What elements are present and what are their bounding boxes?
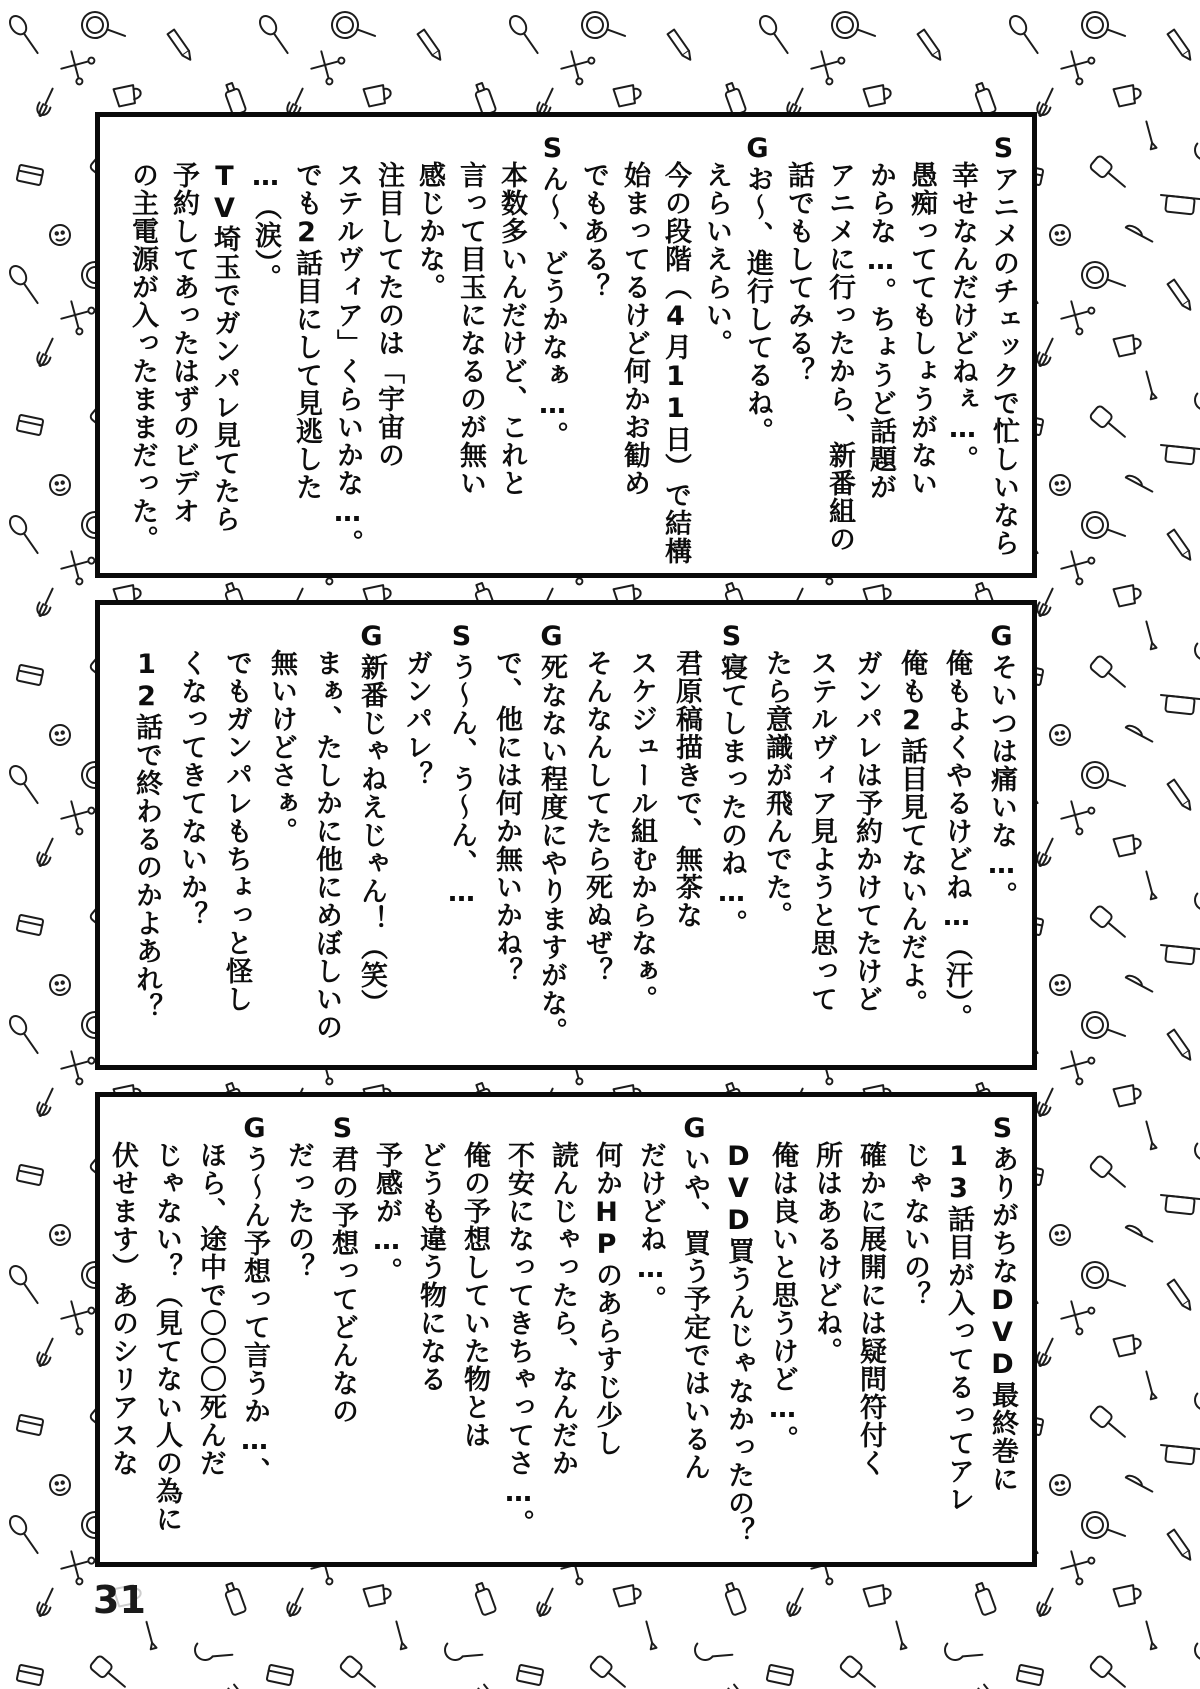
dialogue-line: でもガンパレもちょっと怪し: [221, 649, 252, 1013]
dialogue-line: くなってきてないか？: [176, 649, 207, 929]
dialogue-line: だったの？: [283, 1141, 314, 1281]
dialogue-line: からな…。ちょうど話題が: [865, 161, 896, 501]
dialogue-line: の主電源が入ったままだった。: [127, 161, 158, 553]
dialogue-line: Gいや、買う予定ではいるん: [679, 1113, 710, 1481]
dialogue-line: 愚痴っててもしょうがない: [906, 161, 937, 497]
dialogue-line: G死なない程度にやりますがな。: [536, 621, 567, 1045]
dialogue-line: じゃないの？: [899, 1141, 930, 1309]
dialogue-line: Gう〜ん予想って言うか…、: [239, 1113, 270, 1485]
dialogue-line: 俺の予想していた物とは: [459, 1141, 490, 1449]
dialogue-line: 不安になってきちゃってさ…。: [503, 1141, 534, 1537]
dialogue-line: 12話で終わるのかよあれ？: [131, 649, 162, 1021]
dialogue-line: ステルヴィア見ようと思って: [806, 649, 837, 1013]
dialogue-line: 感じかな。: [414, 161, 445, 301]
dialogue-line: 何かHPのあらすじ少し: [591, 1141, 622, 1457]
dialogue-line: アニメに行ったから、新番組の: [824, 161, 855, 553]
page-number: 31: [88, 1578, 151, 1622]
dialogue-line: ガンパレ？: [401, 649, 432, 789]
dialogue-line: 君原稿描きで、無茶な: [671, 649, 702, 929]
dialogue-line: 読んじゃったら、なんだか: [547, 1141, 578, 1477]
dialogue-panel-top: [95, 112, 1037, 578]
dialogue-line: …（涙）。: [250, 161, 281, 292]
dialogue-line: 伏せます）あのシリアスな: [107, 1141, 138, 1477]
dialogue-line: 話でもしてみる？: [783, 161, 814, 385]
dialogue-line: じゃない？（見てない人の為に: [151, 1141, 182, 1533]
dialogue-line: でもある？: [578, 161, 609, 301]
dialogue-panel-middle: [95, 600, 1037, 1070]
dialogue-line: どうも違う物になる: [415, 1141, 446, 1393]
dialogue-panel-bottom: [95, 1092, 1037, 1567]
dialogue-line: 俺も2話目見てないんだよ。: [896, 649, 927, 1017]
dialogue-line: 所はあるけどね。: [811, 1141, 842, 1365]
dialogue-line: Sん〜、どうかなぁ…。: [537, 133, 568, 449]
dialogue-line: 注目してたのは「宇宙の: [373, 161, 404, 469]
dialogue-line: 俺は良いと思うけど…。: [767, 1141, 798, 1453]
dialogue-line: DVD買うんじゃなかったの？: [723, 1141, 754, 1545]
dialogue-line: 確かに展開には疑問符付く: [855, 1141, 886, 1477]
dialogue-line: 本数多いんだけど、これと: [496, 161, 527, 497]
dialogue-line: 始まってるけど何かお勧め: [619, 161, 650, 497]
dialogue-line: S君の予想ってどんなの: [327, 1113, 358, 1425]
dialogue-line: S寝てしまったのね…。: [716, 621, 747, 937]
dialogue-line: 俺もよくやるけどね…（汗）。: [941, 649, 972, 1032]
dialogue-line: だけどね…。: [635, 1141, 666, 1313]
dialogue-line: 13話目が入ってるってアレ: [943, 1141, 974, 1513]
dialogue-line: 予感が…。: [371, 1141, 402, 1285]
dialogue-line: Sう〜ん、う〜ん、…: [446, 621, 477, 909]
dialogue-line: 今の段階（4月11日）で結構: [660, 161, 691, 565]
dialogue-line: そんなんしてたら死ぬぜ？: [581, 649, 612, 985]
dialogue-line: Sアニメのチェックで忙しいなら: [988, 133, 1019, 557]
dialogue-line: 幸せなんだけどねぇ…。: [947, 161, 978, 473]
dialogue-line: G新番じゃねえじゃん！（笑）: [356, 621, 387, 1017]
dialogue-line: SありがちなDVD最終巻に: [987, 1113, 1018, 1493]
dialogue-line: まぁ、たしかに他にめぼしいの: [311, 649, 342, 1041]
dialogue-line: たら意識が飛んでた。: [761, 649, 792, 929]
dialogue-line: ステルヴィア」くらいかな…。: [332, 161, 363, 557]
dialogue-line: えらいえらい。: [701, 161, 732, 357]
dialogue-line: TV埼玉でガンパレ見てたら: [209, 161, 240, 533]
dialogue-line: 無いけどさぁ。: [266, 649, 297, 845]
dialogue-text-top: [108, 133, 1024, 565]
dialogue-line: 言って目玉になるのが無い: [455, 161, 486, 497]
dialogue-line: Gそいつは痛いな…。: [986, 621, 1017, 909]
dialogue-line: でも2話目にして見逃した: [291, 161, 322, 501]
dialogue-text-bottom: [108, 1113, 1024, 1550]
dialogue-line: で、他には何か無いかね？: [491, 649, 522, 985]
dialogue-line: スケジュール組むからなぁ。: [626, 649, 657, 1013]
dialogue-text-middle: [108, 621, 1024, 1053]
dialogue-line: Gお〜、進行してるね。: [742, 133, 773, 445]
dialogue-line: ほら、途中で〇〇〇死んだ: [195, 1141, 226, 1477]
dialogue-line: 予約してあったはずのビデオ: [168, 161, 199, 525]
dialogue-line: ガンパレは予約かけてたけど: [851, 649, 882, 1013]
